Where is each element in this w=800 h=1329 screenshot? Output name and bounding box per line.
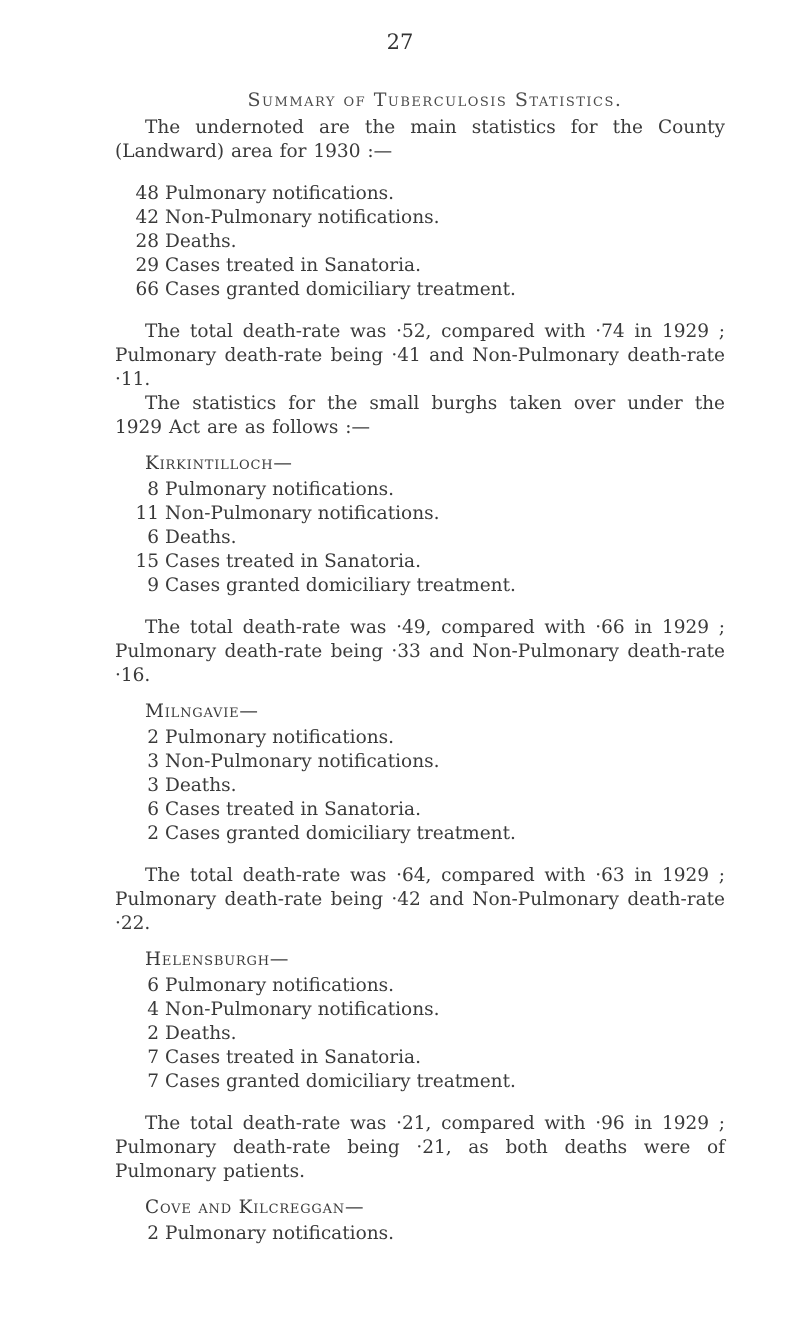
stat-label: Cases treated in Sanatoria. <box>165 551 421 572</box>
list-item <box>115 526 725 550</box>
stat-number: 6 <box>147 527 159 548</box>
list-item <box>115 230 725 254</box>
burghs-intro: The statistics for the small burghs taken over under the 1929 Act are as follows :— <box>115 393 725 438</box>
stat-number: 8 <box>147 479 159 500</box>
stat-number: 6 <box>147 975 159 996</box>
stat-label: Non-Pulmonary notifications. <box>165 999 440 1020</box>
stat-label: Deaths. <box>165 1023 237 1044</box>
kirkintilloch-summary: The total death-rate was ·49, compared with ·66 in 1929 ; Pulmonary death-rate being ·33 and Non-Pulmonary death-rate ·16. <box>115 617 725 686</box>
stat-number: 66 <box>135 279 159 300</box>
stat-number: 7 <box>147 1071 159 1092</box>
list-item <box>115 502 725 526</box>
intro-paragraph: The undernoted are the main statistics for the County (Landward) area for 1930 :— <box>115 117 725 162</box>
stat-label: Deaths. <box>165 527 237 548</box>
list-item <box>115 774 725 798</box>
stat-label: Cases granted domiciliary treatment. <box>165 1071 516 1092</box>
list-item <box>115 550 725 574</box>
stat-number: 3 <box>147 751 159 772</box>
page-title: Summary of Tuberculosis Statistics. <box>247 89 623 111</box>
stat-number: 6 <box>147 799 159 820</box>
stat-number: 2 <box>147 823 159 844</box>
stat-label: Non-Pulmonary notifications. <box>165 503 440 524</box>
stat-label: Pulmonary notifications. <box>165 975 394 996</box>
stat-label: Cases granted domiciliary treatment. <box>165 823 516 844</box>
page-number: 27 <box>386 30 414 54</box>
stat-number: 2 <box>147 1223 159 1244</box>
stat-label: Cases granted domiciliary treatment. <box>165 279 516 300</box>
stat-label: Cases treated in Sanatoria. <box>165 799 421 820</box>
list-item <box>115 1046 725 1070</box>
list-item <box>115 822 725 846</box>
list-item <box>115 1222 725 1246</box>
section-heading-helensburgh: Helensburgh— <box>145 949 290 970</box>
stat-label: Deaths. <box>165 231 237 252</box>
county-stats-list <box>115 182 725 302</box>
list-item <box>115 798 725 822</box>
stat-label: Cases treated in Sanatoria. <box>165 1047 421 1068</box>
stat-label: Pulmonary notifications. <box>165 479 394 500</box>
list-item <box>115 574 725 598</box>
stat-number: 15 <box>135 551 159 572</box>
stat-number: 7 <box>147 1047 159 1068</box>
list-item <box>115 254 725 278</box>
stat-number: 4 <box>147 999 159 1020</box>
stat-number: 42 <box>135 207 159 228</box>
stat-number: 48 <box>135 183 159 204</box>
list-item <box>115 1022 725 1046</box>
stat-number: 11 <box>135 503 159 524</box>
list-item <box>115 278 725 302</box>
list-item <box>115 726 725 750</box>
stat-label: Pulmonary notifications. <box>165 727 394 748</box>
list-item <box>115 750 725 774</box>
helensburgh-stats-list <box>115 974 725 1094</box>
cove-kilcreggan-stats-list <box>115 1222 725 1246</box>
stat-number: 28 <box>135 231 159 252</box>
stat-number: 29 <box>135 255 159 276</box>
section-heading-cove-and-kilcreggan: Cove and Kilcreggan— <box>145 1197 365 1218</box>
stat-label: Deaths. <box>165 775 237 796</box>
stat-label: Pulmonary notifications. <box>165 183 394 204</box>
list-item <box>115 974 725 998</box>
helensburgh-summary: The total death-rate was ·21, compared with ·96 in 1929 ; Pulmonary death-rate being ·21, as both deaths were of Pulmonary patients. <box>115 1113 725 1182</box>
stat-number: 2 <box>147 727 159 748</box>
stat-label: Cases treated in Sanatoria. <box>165 255 421 276</box>
stat-number: 3 <box>147 775 159 796</box>
stat-number: 2 <box>147 1023 159 1044</box>
milngavie-stats-list <box>115 726 725 846</box>
county-summary: The total death-rate was ·52, compared with ·74 in 1929 ; Pulmonary death-rate being ·41 and Non-Pulmonary death-rate ·11. <box>115 321 725 390</box>
list-item <box>115 206 725 230</box>
page-content <box>115 88 725 1246</box>
list-item <box>115 182 725 206</box>
kirkintilloch-stats-list <box>115 478 725 598</box>
list-item <box>115 1070 725 1094</box>
list-item <box>115 998 725 1022</box>
stat-number: 9 <box>147 575 159 596</box>
milngavie-summary: The total death-rate was ·64, compared with ·63 in 1929 ; Pulmonary death-rate being ·42 and Non-Pulmonary death-rate ·22. <box>115 865 725 934</box>
stat-label: Cases granted domiciliary treatment. <box>165 575 516 596</box>
list-item <box>115 478 725 502</box>
stat-label: Pulmonary notifications. <box>165 1223 394 1244</box>
stat-label: Non-Pulmonary notifications. <box>165 751 440 772</box>
section-heading-kirkintilloch: Kirkintilloch— <box>145 453 293 474</box>
section-heading-milngavie: Milngavie— <box>145 701 259 722</box>
stat-label: Non-Pulmonary notifications. <box>165 207 440 228</box>
